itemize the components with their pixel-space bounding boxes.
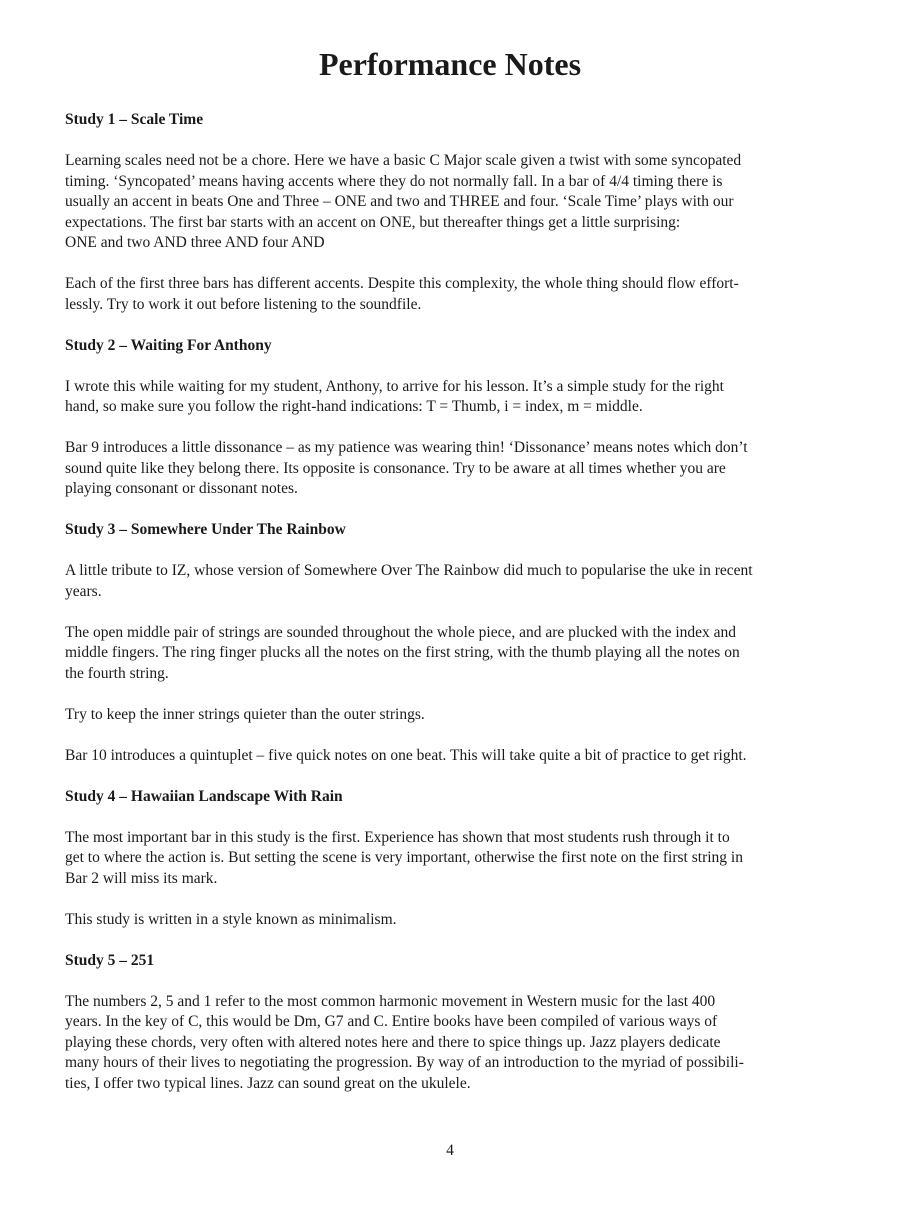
study-paragraph [65, 377, 840, 418]
paragraph-line: I wrote this while waiting for my student, Anthony, to arrive for his lesson. It’s a simple study for the right [65, 377, 724, 395]
paragraph-line: years. In the key of C, this would be Dm, G7 and C. Entire books have been compiled of various ways of [65, 1013, 718, 1030]
study-paragraph [65, 623, 840, 685]
paragraph-line: Each of the first three bars has different accents. Despite this complexity, the whole thing should flow effort- [65, 275, 739, 292]
paragraph-line: playing these chords, very often with altered notes here and there to spice things up. Jazz players dedicate [65, 1033, 721, 1051]
paragraph-line: The numbers 2, 5 and 1 refer to the most common harmonic movement in Western music for the last 400 [65, 992, 716, 1010]
study-section [65, 787, 840, 931]
paragraph-line: The most important bar in this study is the first. Experience has shown that most students rush through it to [65, 828, 730, 846]
paragraph-line: Bar 9 introduces a little dissonance – as my patience was wearing thin! ‘Dissonance’ means notes which don’t [65, 439, 748, 456]
page-number: 4 [446, 1142, 454, 1159]
paragraph-line: usually an accent in beats One and Three – ONE and two and THREE and four. ‘Scale Time’ plays with our [65, 193, 734, 210]
paragraph-line: Learning scales need not be a chore. Here we have a basic C Major scale given a twist with some syncopated [65, 152, 742, 169]
paragraph-line: years. [65, 582, 102, 600]
study-paragraph [65, 705, 840, 726]
paragraph-line: A little tribute to IZ, whose version of Somewhere Over The Rainbow did much to popularise the uke in recent [65, 562, 753, 579]
content [65, 110, 840, 1115]
paragraph-line: expectations. The first bar starts with an accent on ONE, but thereafter things get a little surprising: [65, 213, 681, 231]
paragraph-line: ONE and two AND three AND four AND [65, 234, 325, 251]
paragraph-line: This study is written in a style known as minimalism. [65, 910, 397, 928]
page-title: Performance Notes [318, 46, 582, 82]
paragraph-line: The open middle pair of strings are sounded throughout the whole piece, and are plucked with the index and [65, 623, 737, 641]
study-paragraph [65, 438, 840, 500]
paragraph-line: lessly. Try to work it out before listening to the soundfile. [65, 295, 422, 313]
paragraph-line: hand, so make sure you follow the right-hand indications: T = Thumb, i = index, m = middle. [65, 398, 643, 415]
study-paragraph [65, 828, 840, 890]
paragraph-line: ties, I offer two typical lines. Jazz can sound great on the ukulele. [65, 1074, 471, 1092]
paragraph-line: many hours of their lives to negotiating the progression. By way of an introduction to the myriad of possibili- [65, 1054, 744, 1071]
study-paragraph [65, 910, 840, 931]
paragraph-line: Bar 10 introduces a quintuplet – five quick notes on one beat. This will take quite a bit of practice to get right. [65, 746, 747, 764]
study-section [65, 951, 840, 1095]
study-heading: Study 4 – Hawaiian Landscape With Rain [65, 787, 343, 805]
study-paragraph [65, 561, 840, 602]
paragraph-line: playing consonant or dissonant notes. [65, 480, 298, 497]
study-heading: Study 1 – Scale Time [65, 111, 204, 128]
study-heading: Study 3 – Somewhere Under The Rainbow [65, 521, 346, 538]
paragraph-line: timing. ‘Syncopated’ means having accents where they do not normally fall. In a bar of 4/4 timing there is [65, 172, 723, 190]
study-heading: Study 2 – Waiting For Anthony [65, 336, 272, 354]
study-section [65, 336, 840, 500]
paragraph-line: get to where the action is. But setting the scene is very important, otherwise the first note on the first string in [65, 849, 743, 866]
paragraph-line: sound quite like they belong there. Its opposite is consonance. Try to be aware at all times whether you are [65, 459, 726, 477]
study-paragraph [65, 992, 840, 1095]
study-paragraph [65, 151, 840, 254]
paragraph-line: the fourth string. [65, 664, 169, 682]
paragraph-line: Bar 2 will miss its mark. [65, 869, 218, 887]
study-section [65, 110, 840, 315]
study-paragraph [65, 274, 840, 315]
paragraph-line: middle fingers. The ring finger plucks all the notes on the first string, with the thumb playing all the notes on [65, 644, 740, 661]
paragraph-line: Try to keep the inner strings quieter than the outer strings. [65, 705, 425, 723]
study-paragraph [65, 746, 840, 767]
study-heading: Study 5 – 251 [65, 951, 155, 969]
study-section [65, 520, 840, 766]
